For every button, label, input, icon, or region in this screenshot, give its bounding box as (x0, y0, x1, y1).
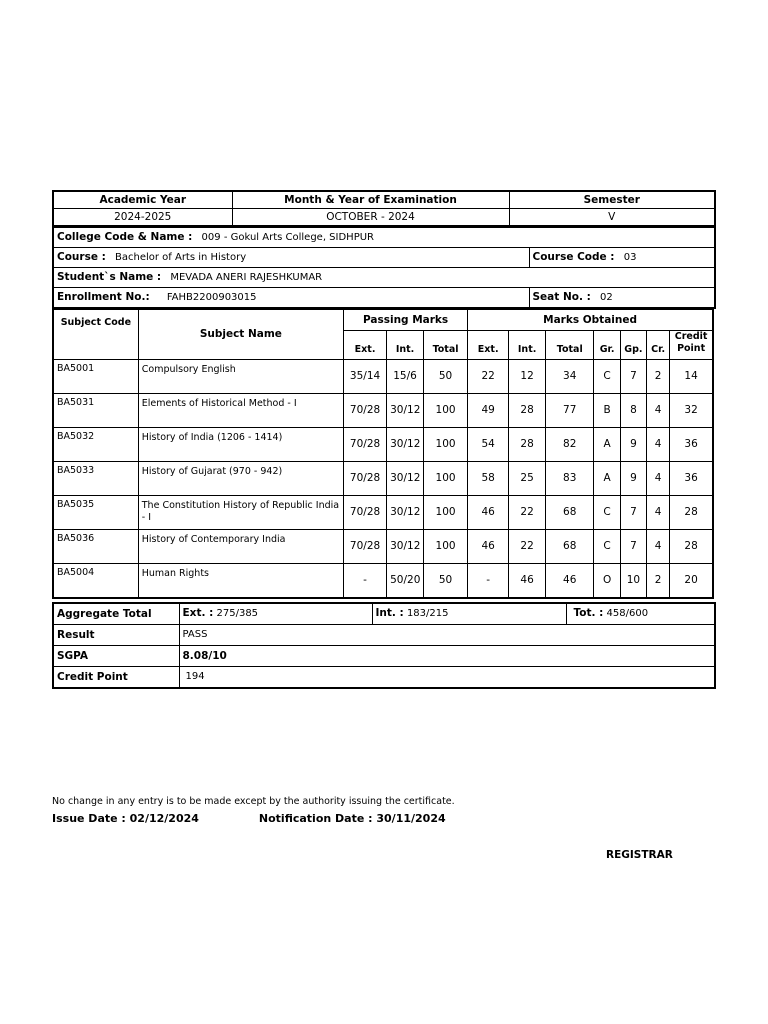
subject-name-cell: Human Rights (138, 563, 343, 598)
enrollment-row (53, 288, 529, 309)
obt-total-cell: 82 (546, 427, 594, 461)
grade-point-cell: 10 (620, 563, 646, 598)
academic-year-label: Academic Year (53, 191, 232, 209)
credit-header: Cr. (647, 331, 670, 360)
pass-ext-cell: - (343, 563, 386, 598)
pass-int-cell: 15/6 (387, 359, 424, 393)
subject-code-cell: BA5004 (53, 563, 138, 598)
pass-ext-cell: 70/28 (343, 461, 386, 495)
aggregate-label: Aggregate Total (53, 603, 179, 625)
dates-line (52, 812, 446, 825)
student-label: Student`s Name : (57, 271, 162, 284)
table-row (53, 461, 713, 495)
credit-cell: 2 (647, 563, 670, 598)
result-value: PASS (179, 624, 715, 645)
aggregate-tot-value: 458/600 (606, 608, 649, 620)
pass-total-cell: 100 (423, 427, 467, 461)
obt-int-cell: 12 (509, 359, 546, 393)
subject-name-cell: Elements of Historical Method - I (138, 393, 343, 427)
course-row (53, 248, 529, 268)
pass-ext-header: Ext. (343, 331, 386, 360)
grade-cell: A (594, 461, 620, 495)
credit-point-header: Credit Point (670, 331, 713, 360)
pass-int-cell: 30/12 (387, 461, 424, 495)
credit-cell: 4 (647, 427, 670, 461)
obt-ext-cell: 22 (468, 359, 509, 393)
course-label: Course : (57, 251, 106, 264)
obt-total-cell: 77 (546, 393, 594, 427)
subject-name-header: Subject Name (138, 310, 343, 360)
aggregate-tot-label: Tot. : (573, 607, 604, 620)
college-value: 009 - Gokul Arts College, SIDHPUR (201, 232, 374, 244)
subject-code-header: Subject Code (53, 310, 138, 360)
credit-point-cell: 28 (670, 495, 713, 529)
credit-cell: 2 (647, 359, 670, 393)
sgpa-value: 8.08/10 (179, 645, 715, 666)
obt-ext-cell: 46 (468, 495, 509, 529)
credit-point-cell: 20 (670, 563, 713, 598)
aggregate-ext-label: Ext. : (182, 607, 214, 620)
obt-int-header: Int. (509, 331, 546, 360)
aggregate-int-label: Int. : (375, 607, 404, 620)
subject-name-cell: The Constitution History of Republic India - I (138, 495, 343, 529)
marksheet (52, 190, 714, 689)
pass-total-cell: 50 (423, 359, 467, 393)
obt-int-cell: 28 (509, 393, 546, 427)
course-code-value: 03 (623, 252, 637, 264)
grade-cell: B (594, 393, 620, 427)
obt-ext-cell: - (468, 563, 509, 598)
pass-total-cell: 100 (423, 495, 467, 529)
obt-int-cell: 25 (509, 461, 546, 495)
exam-label: Month & Year of Examination (232, 191, 509, 209)
aggregate-int-value: 183/215 (406, 608, 449, 620)
pass-int-cell: 30/12 (387, 529, 424, 563)
obt-int-cell: 22 (509, 495, 546, 529)
subject-rows (53, 359, 713, 598)
subject-name-cell: History of Gujarat (970 - 942) (138, 461, 343, 495)
exam-value: OCTOBER - 2024 (232, 209, 509, 227)
obt-total-cell: 83 (546, 461, 594, 495)
table-row (53, 529, 713, 563)
sgpa-label: SGPA (53, 645, 179, 666)
grade-cell: C (594, 359, 620, 393)
marks-table (52, 309, 714, 599)
grade-point-header: Gp. (620, 331, 646, 360)
registrar-signature-label: REGISTRAR (606, 849, 673, 861)
obt-ext-cell: 58 (468, 461, 509, 495)
grade-header: Gr. (594, 331, 620, 360)
credit-point-label: Credit Point (53, 666, 179, 688)
credit-cell: 4 (647, 393, 670, 427)
academic-year-value: 2024-2025 (53, 209, 232, 227)
obt-total-cell: 68 (546, 529, 594, 563)
seat-label: Seat No. : (532, 291, 591, 304)
notification-date: Notification Date : 30/11/2024 (258, 812, 446, 825)
obt-total-cell: 68 (546, 495, 594, 529)
pass-int-cell: 30/12 (387, 393, 424, 427)
table-row (53, 359, 713, 393)
pass-ext-cell: 70/28 (343, 495, 386, 529)
college-label: College Code & Name : (57, 231, 193, 244)
grade-point-cell: 7 (620, 359, 646, 393)
aggregate-int-cell (372, 603, 566, 625)
obt-total-cell: 34 (546, 359, 594, 393)
grade-point-cell: 9 (620, 427, 646, 461)
grade-cell: O (594, 563, 620, 598)
pass-total-cell: 100 (423, 393, 467, 427)
obt-ext-cell: 54 (468, 427, 509, 461)
obt-ext-cell: 49 (468, 393, 509, 427)
obt-total-cell: 46 (546, 563, 594, 598)
subject-code-cell: BA5035 (53, 495, 138, 529)
college-row (53, 228, 715, 248)
student-value: MEVADA ANERI RAJESHKUMAR (170, 272, 323, 284)
grade-point-cell: 8 (620, 393, 646, 427)
pass-ext-cell: 70/28 (343, 529, 386, 563)
credit-point-cell: 28 (670, 529, 713, 563)
course-code-label: Course Code : (532, 251, 615, 264)
aggregate-table (52, 602, 716, 689)
credit-cell: 4 (647, 461, 670, 495)
enrollment-label: Enrollment No.: (57, 291, 150, 304)
course-value: Bachelor of Arts in History (115, 252, 247, 264)
student-info-table (52, 227, 716, 309)
obt-int-cell: 22 (509, 529, 546, 563)
pass-total-header: Total (423, 331, 467, 360)
grade-point-cell: 7 (620, 529, 646, 563)
pass-int-cell: 30/12 (387, 427, 424, 461)
aggregate-ext-value: 275/385 (216, 608, 259, 620)
pass-total-cell: 100 (423, 461, 467, 495)
passing-marks-header: Passing Marks (343, 310, 467, 331)
seat-cell (529, 288, 715, 309)
exam-header-table (52, 190, 716, 227)
subject-code-cell: BA5033 (53, 461, 138, 495)
credit-point-value: 194 (179, 666, 715, 688)
table-row (53, 495, 713, 529)
credit-point-cell: 32 (670, 393, 713, 427)
subject-name-cell: History of Contemporary India (138, 529, 343, 563)
table-row (53, 393, 713, 427)
subject-code-cell: BA5031 (53, 393, 138, 427)
pass-ext-cell: 35/14 (343, 359, 386, 393)
pass-ext-cell: 70/28 (343, 393, 386, 427)
grade-cell: A (594, 427, 620, 461)
issue-date: Issue Date : 02/12/2024 (52, 812, 199, 825)
credit-point-cell: 36 (670, 461, 713, 495)
course-code-cell (529, 248, 715, 268)
pass-int-cell: 50/20 (387, 563, 424, 598)
marks-obtained-header: Marks Obtained (468, 310, 713, 331)
grade-cell: C (594, 529, 620, 563)
obt-ext-header: Ext. (468, 331, 509, 360)
table-row (53, 563, 713, 598)
obt-ext-cell: 46 (468, 529, 509, 563)
pass-ext-cell: 70/28 (343, 427, 386, 461)
result-label: Result (53, 624, 179, 645)
subject-code-cell: BA5036 (53, 529, 138, 563)
subject-name-cell: Compulsory English (138, 359, 343, 393)
grade-cell: C (594, 495, 620, 529)
pass-int-cell: 30/12 (387, 495, 424, 529)
seat-value: 02 (599, 292, 613, 304)
table-row (53, 427, 713, 461)
obt-total-header: Total (546, 331, 594, 360)
aggregate-ext-cell (179, 603, 372, 625)
credit-point-cell: 14 (670, 359, 713, 393)
subject-name-cell: History of India (1206 - 1414) (138, 427, 343, 461)
pass-total-cell: 50 (423, 563, 467, 598)
student-row (53, 268, 715, 288)
semester-label: Semester (509, 191, 715, 209)
credit-point-cell: 36 (670, 427, 713, 461)
semester-value: V (509, 209, 715, 227)
pass-int-header: Int. (387, 331, 424, 360)
subject-code-cell: BA5032 (53, 427, 138, 461)
obt-int-cell: 46 (509, 563, 546, 598)
credit-cell: 4 (647, 495, 670, 529)
subject-code-cell: BA5001 (53, 359, 138, 393)
enrollment-value: FAHB2200903015 (166, 292, 257, 304)
grade-point-cell: 9 (620, 461, 646, 495)
aggregate-tot-cell (566, 603, 715, 625)
credit-cell: 4 (647, 529, 670, 563)
pass-total-cell: 100 (423, 529, 467, 563)
obt-int-cell: 28 (509, 427, 546, 461)
disclaimer-note: No change in any entry is to be made except by the authority issuing the certificate. (52, 796, 455, 807)
grade-point-cell: 7 (620, 495, 646, 529)
